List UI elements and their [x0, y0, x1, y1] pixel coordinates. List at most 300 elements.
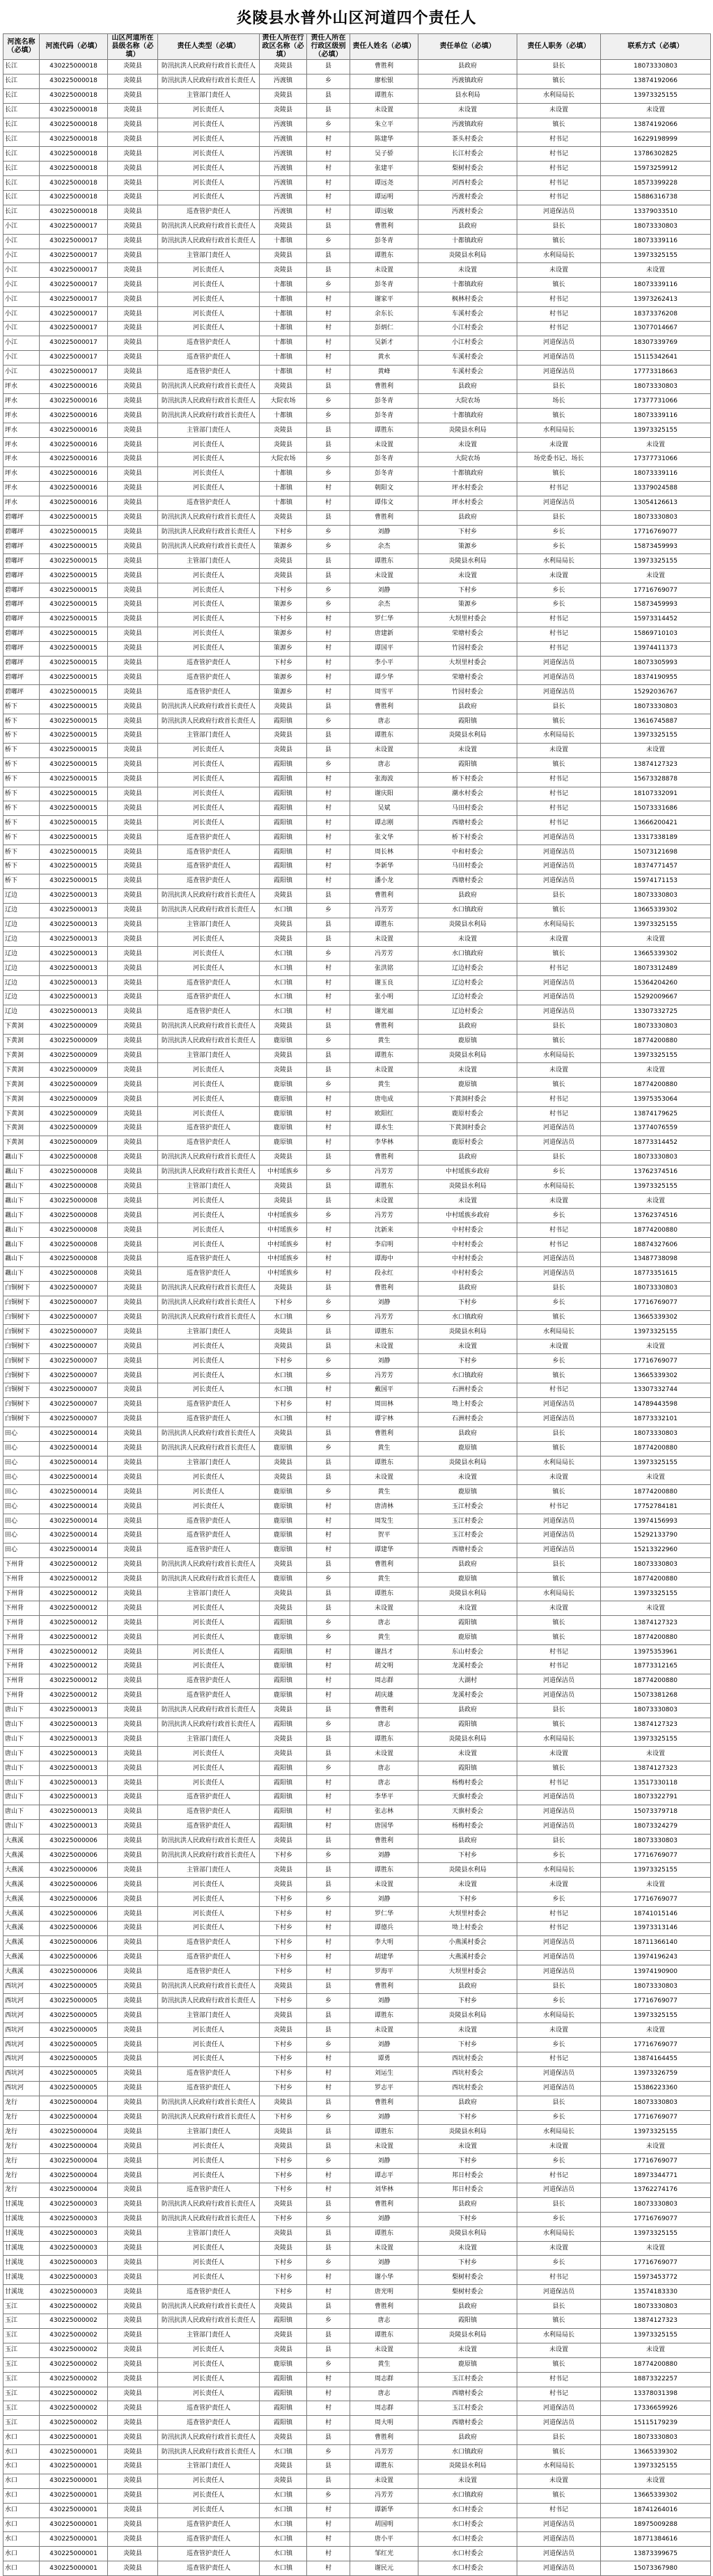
- position-cell: 河道保洁员: [517, 1266, 601, 1281]
- region-level-cell: 村: [307, 670, 350, 685]
- county-cell: 炎陵县: [108, 2474, 158, 2488]
- phone-cell: 未设置: [601, 1470, 711, 1485]
- county-cell: 炎陵县: [108, 2110, 158, 2125]
- region-level-cell: 县: [307, 88, 350, 103]
- region-cell: 沔渡镇: [260, 132, 307, 147]
- river-code-cell: 430225000003: [40, 2212, 108, 2226]
- county-cell: 炎陵县: [108, 1223, 158, 1238]
- county-cell: 炎陵县: [108, 1252, 158, 1267]
- county-cell: 炎陵县: [108, 859, 158, 874]
- county-cell: 炎陵县: [108, 612, 158, 627]
- region-cell: 下村乡: [260, 2183, 307, 2198]
- region-level-cell: 村: [307, 365, 350, 379]
- county-cell: 炎陵县: [108, 1369, 158, 1383]
- responsible-type-cell: 防汛抗洪人民政府行政首长责任人: [158, 409, 260, 423]
- region-cell: 大院农场: [260, 453, 307, 467]
- table-row: [3, 1325, 711, 1340]
- responsible-type-cell: 巡查管护责任人: [158, 2183, 260, 2198]
- person-name-cell: 谭胜东: [350, 1325, 418, 1340]
- region-cell: 沔渡镇: [260, 191, 307, 205]
- position-cell: 水利局局长: [517, 1587, 601, 1601]
- county-cell: 炎陵县: [108, 1645, 158, 1660]
- region-cell: 鹿原镇: [260, 1500, 307, 1514]
- river-name-cell: 桥下: [3, 787, 40, 801]
- river-code-cell: 430225000009: [40, 1122, 108, 1136]
- phone-cell: 15873459993: [601, 540, 711, 554]
- phone-cell: 18771384616: [601, 2532, 711, 2547]
- person-name-cell: 胡建华: [350, 1950, 418, 1965]
- region-level-cell: 乡: [307, 2110, 350, 2125]
- phone-cell: 未设置: [601, 932, 711, 947]
- person-name-cell: 曹胜利: [350, 1281, 418, 1296]
- region-cell: 炎陵县: [260, 554, 307, 569]
- region-cell: 霞阳镇: [260, 2401, 307, 2416]
- river-name-cell: 小江: [3, 249, 40, 263]
- person-name-cell: 张志林: [350, 1805, 418, 1819]
- region-cell: 沔渡镇: [260, 176, 307, 191]
- person-name-cell: 曹胜利: [350, 2197, 418, 2212]
- phone-cell: 18073305993: [601, 656, 711, 670]
- county-cell: 炎陵县: [108, 1747, 158, 1761]
- unit-cell: 未设置: [418, 569, 517, 583]
- responsible-type-cell: 河长责任人: [158, 162, 260, 176]
- unit-cell: 大燕溪村委会: [418, 1950, 517, 1965]
- phone-cell: 13973325155: [601, 1587, 711, 1601]
- river-code-cell: 430225000015: [40, 845, 108, 860]
- river-code-cell: 430225000001: [40, 2430, 108, 2445]
- region-cell: 十都镇: [260, 278, 307, 292]
- position-cell: 镇长: [517, 1485, 601, 1500]
- person-name-cell: 唐志: [350, 1761, 418, 1776]
- region-cell: 炎陵县: [260, 1456, 307, 1470]
- person-name-cell: 谭新华: [350, 2503, 418, 2518]
- region-level-cell: 村: [307, 2387, 350, 2401]
- position-cell: 河道保洁员: [517, 2532, 601, 2547]
- river-name-cell: 桥下: [3, 816, 40, 831]
- county-cell: 炎陵县: [108, 1456, 158, 1470]
- person-name-cell: 欧阳红: [350, 1107, 418, 1122]
- table-row: [3, 1659, 711, 1674]
- region-cell: 下村乡: [260, 1950, 307, 1965]
- responsible-type-cell: 防汛抗洪人民政府行政首长责任人: [158, 1019, 260, 1034]
- responsible-type-cell: 巡查管护责任人: [158, 1688, 260, 1703]
- person-name-cell: 未设置: [350, 932, 418, 947]
- phone-cell: 未设置: [601, 1194, 711, 1209]
- position-cell: 乡长: [517, 1296, 601, 1310]
- person-name-cell: 黄水: [350, 350, 418, 365]
- responsible-type-cell: 主管部门责任人: [158, 1049, 260, 1063]
- region-level-cell: 村: [307, 787, 350, 801]
- table-row: [3, 60, 711, 74]
- position-cell: 未设置: [517, 2474, 601, 2488]
- person-name-cell: 唐志: [350, 714, 418, 729]
- phone-cell: 17773318663: [601, 365, 711, 379]
- region-cell: 十都镇: [260, 409, 307, 423]
- region-level-cell: 乡: [307, 2488, 350, 2503]
- region-level-cell: 村: [307, 772, 350, 787]
- position-cell: 水利局局长: [517, 88, 601, 103]
- region-cell: 霞阳镇: [260, 1805, 307, 1819]
- county-cell: 炎陵县: [108, 991, 158, 1005]
- position-cell: 镇长: [517, 2357, 601, 2372]
- position-cell: 水利局局长: [517, 2226, 601, 2241]
- position-cell: 村书记: [517, 1645, 601, 1660]
- phone-cell: 未设置: [601, 263, 711, 278]
- responsible-type-cell: 河长责任人: [158, 627, 260, 641]
- river-name-cell: 碧嘟坪: [3, 569, 40, 583]
- phone-cell: 15292036767: [601, 685, 711, 700]
- responsible-type-cell: 防汛抗洪人民政府行政首长责任人: [158, 1310, 260, 1325]
- phone-cell: 15115342641: [601, 350, 711, 365]
- person-name-cell: 冯芳芳: [350, 1209, 418, 1223]
- river-code-cell: 430225000013: [40, 1790, 108, 1805]
- phone-cell: 17336659926: [601, 2401, 711, 2416]
- table-row: [3, 1092, 711, 1107]
- position-cell: 镇长: [517, 74, 601, 88]
- person-name-cell: 谭胜东: [350, 2009, 418, 2023]
- position-cell: 水利局局长: [517, 918, 601, 932]
- river-code-cell: 430225000013: [40, 1776, 108, 1791]
- table-row: [3, 176, 711, 191]
- region-cell: 下村乡: [260, 1965, 307, 1979]
- position-cell: 河道保洁员: [517, 991, 601, 1005]
- region-cell: 炎陵县: [260, 103, 307, 118]
- table-row: [3, 845, 711, 860]
- county-cell: 炎陵县: [108, 292, 158, 307]
- region-level-cell: 乡: [307, 1165, 350, 1179]
- unit-cell: 县政府: [418, 2096, 517, 2110]
- person-name-cell: 曹胜利: [350, 2096, 418, 2110]
- person-name-cell: 刘静: [350, 1994, 418, 2009]
- region-cell: 下村乡: [260, 583, 307, 598]
- river-name-cell: 下黄洞: [3, 1092, 40, 1107]
- person-name-cell: 唐志: [350, 2314, 418, 2329]
- responsible-type-cell: 巡查管护责任人: [158, 205, 260, 219]
- position-cell: 场长: [517, 394, 601, 409]
- river-code-cell: 430225000015: [40, 700, 108, 714]
- river-code-cell: 430225000016: [40, 466, 108, 481]
- unit-cell: 未设置: [418, 1194, 517, 1209]
- county-cell: 炎陵县: [108, 2285, 158, 2300]
- river-name-cell: 水口: [3, 2430, 40, 2445]
- region-cell: 水口镇: [260, 2547, 307, 2561]
- table-row: [3, 2169, 711, 2183]
- unit-cell: 水口村委会: [418, 2503, 517, 2518]
- position-cell: 村书记: [517, 627, 601, 641]
- county-cell: 炎陵县: [108, 874, 158, 888]
- unit-cell: 桥下村委会: [418, 831, 517, 845]
- region-level-cell: 乡: [307, 1616, 350, 1631]
- person-name-cell: 未设置: [350, 2023, 418, 2038]
- position-cell: 镇长: [517, 2314, 601, 2329]
- responsible-type-cell: 防汛抗洪人民政府行政首长责任人: [158, 1994, 260, 2009]
- county-cell: 炎陵县: [108, 234, 158, 249]
- county-cell: 炎陵县: [108, 772, 158, 787]
- county-cell: 炎陵县: [108, 219, 158, 234]
- position-cell: 未设置: [517, 438, 601, 453]
- river-name-cell: 田心: [3, 1514, 40, 1529]
- person-name-cell: 未设置: [350, 1470, 418, 1485]
- responsible-type-cell: 巡查管护责任人: [158, 1397, 260, 1412]
- river-code-cell: 430225000008: [40, 1194, 108, 1209]
- position-cell: 未设置: [517, 743, 601, 757]
- unit-cell: 水口镇政府: [418, 947, 517, 961]
- river-name-cell: 龙行: [3, 2125, 40, 2139]
- unit-cell: 西塘村委会: [418, 816, 517, 831]
- responsible-type-cell: 主管部门责任人: [158, 1179, 260, 1194]
- river-name-cell: 龙行: [3, 2169, 40, 2183]
- river-name-cell: 玉江: [3, 2314, 40, 2329]
- person-name-cell: 罗海平: [350, 1965, 418, 1979]
- person-name-cell: 彭冬青: [350, 394, 418, 409]
- river-name-cell: 水口: [3, 2561, 40, 2576]
- river-code-cell: 430225000017: [40, 336, 108, 350]
- region-level-cell: 县: [307, 2241, 350, 2256]
- position-cell: 县长: [517, 1150, 601, 1165]
- table-row: [3, 772, 711, 787]
- river-name-cell: 白铜树下: [3, 1281, 40, 1296]
- phone-cell: 17716769077: [601, 525, 711, 540]
- person-name-cell: 冯芳芳: [350, 2445, 418, 2460]
- responsible-type-cell: 主管部门责任人: [158, 1732, 260, 1747]
- unit-cell: 中村村委会: [418, 1238, 517, 1252]
- river-code-cell: 430225000018: [40, 191, 108, 205]
- region-cell: 下村乡: [260, 1935, 307, 1950]
- river-code-cell: 430225000018: [40, 147, 108, 162]
- responsible-type-cell: 河长责任人: [158, 1470, 260, 1485]
- phone-cell: 13762374516: [601, 1165, 711, 1179]
- region-cell: 霞阳镇: [260, 2314, 307, 2329]
- phone-cell: 18373376208: [601, 307, 711, 322]
- region-level-cell: 村: [307, 641, 350, 656]
- region-level-cell: 村: [307, 976, 350, 991]
- river-code-cell: 430225000005: [40, 2009, 108, 2023]
- region-level-cell: 村: [307, 685, 350, 700]
- table-row: [3, 88, 711, 103]
- region-cell: 炎陵县: [260, 1732, 307, 1747]
- region-cell: 沔渡镇: [260, 205, 307, 219]
- river-code-cell: 430225000009: [40, 1063, 108, 1078]
- position-cell: 村书记: [517, 162, 601, 176]
- table-row: [3, 249, 711, 263]
- person-name-cell: 刘静: [350, 1296, 418, 1310]
- table-row: [3, 1994, 711, 2009]
- person-name-cell: 冯芳芳: [350, 947, 418, 961]
- person-name-cell: 曹胜利: [350, 60, 418, 74]
- phone-cell: 18073322791: [601, 1790, 711, 1805]
- region-level-cell: 村: [307, 1092, 350, 1107]
- region-level-cell: 乡: [307, 1572, 350, 1587]
- region-level-cell: 县: [307, 1732, 350, 1747]
- phone-cell: 18774200880: [601, 1631, 711, 1645]
- county-cell: 炎陵县: [108, 350, 158, 365]
- river-name-cell: 甘溪垅: [3, 2256, 40, 2270]
- unit-cell: 辽边村委会: [418, 991, 517, 1005]
- county-cell: 炎陵县: [108, 1397, 158, 1412]
- phone-cell: 17716769077: [601, 1296, 711, 1310]
- county-cell: 炎陵县: [108, 2387, 158, 2401]
- river-code-cell: 430225000017: [40, 234, 108, 249]
- table-row: [3, 1718, 711, 1732]
- region-level-cell: 村: [307, 845, 350, 860]
- county-cell: 炎陵县: [108, 1209, 158, 1223]
- river-code-cell: 430225000013: [40, 961, 108, 976]
- river-code-cell: 430225000016: [40, 438, 108, 453]
- unit-cell: 坳上村委会: [418, 1922, 517, 1936]
- responsible-type-cell: 巡查管护责任人: [158, 1412, 260, 1427]
- phone-cell: 18073330803: [601, 1979, 711, 1994]
- river-code-cell: 430225000007: [40, 1340, 108, 1354]
- river-name-cell: 小江: [3, 219, 40, 234]
- county-cell: 炎陵县: [108, 1194, 158, 1209]
- region-level-cell: 村: [307, 147, 350, 162]
- river-name-cell: 桥下: [3, 714, 40, 729]
- person-name-cell: 曹胜利: [350, 1557, 418, 1572]
- region-level-cell: 县: [307, 1747, 350, 1761]
- phone-cell: 13786302825: [601, 147, 711, 162]
- county-cell: 炎陵县: [108, 2183, 158, 2198]
- table-row: [3, 379, 711, 394]
- position-cell: 河道保洁员: [517, 205, 601, 219]
- position-cell: 未设置: [517, 1063, 601, 1078]
- unit-cell: 下村乡: [418, 525, 517, 540]
- region-cell: 炎陵县: [260, 2197, 307, 2212]
- responsible-type-cell: 河长责任人: [158, 569, 260, 583]
- county-cell: 炎陵县: [108, 597, 158, 612]
- river-code-cell: 430225000004: [40, 2183, 108, 2198]
- river-name-cell: 碧嘟坪: [3, 641, 40, 656]
- position-cell: 乡长: [517, 2256, 601, 2270]
- river-name-cell: 唐山下: [3, 1790, 40, 1805]
- river-name-cell: 小江: [3, 350, 40, 365]
- region-level-cell: 县: [307, 423, 350, 438]
- unit-cell: 鹿原镇: [418, 2357, 517, 2372]
- river-code-cell: 430225000015: [40, 685, 108, 700]
- river-code-cell: 430225000018: [40, 118, 108, 132]
- county-cell: 炎陵县: [108, 438, 158, 453]
- phone-cell: 13665339302: [601, 1310, 711, 1325]
- phone-cell: 15364204260: [601, 976, 711, 991]
- table-row: [3, 700, 711, 714]
- river-name-cell: 大燕溪: [3, 1834, 40, 1848]
- river-name-cell: 玉江: [3, 2387, 40, 2401]
- county-cell: 炎陵县: [108, 278, 158, 292]
- region-level-cell: 县: [307, 1427, 350, 1441]
- river-code-cell: 430225000012: [40, 1616, 108, 1631]
- unit-cell: 鹿原镇: [418, 1485, 517, 1500]
- region-cell: 霞阳镇: [260, 1790, 307, 1805]
- responsible-type-cell: 巡查管护责任人: [158, 2547, 260, 2561]
- position-cell: 河道保洁员: [517, 1790, 601, 1805]
- river-name-cell: 白铜树下: [3, 1325, 40, 1340]
- position-cell: 河道保洁员: [517, 1819, 601, 1834]
- responsible-type-cell: 巡查管护责任人: [158, 976, 260, 991]
- person-name-cell: 谭胜东: [350, 1863, 418, 1878]
- responsible-type-cell: 河长责任人: [158, 2270, 260, 2285]
- river-code-cell: 430225000015: [40, 757, 108, 772]
- region-level-cell: 县: [307, 2459, 350, 2474]
- person-name-cell: 周大明: [350, 2416, 418, 2430]
- table-row: [3, 743, 711, 757]
- river-name-cell: 下州背: [3, 1587, 40, 1601]
- river-name-cell: 下州背: [3, 1674, 40, 1688]
- position-cell: 水利局局长: [517, 2125, 601, 2139]
- phone-cell: 18774200880: [601, 1441, 711, 1456]
- region-level-cell: 村: [307, 1252, 350, 1267]
- river-code-cell: 430225000005: [40, 2052, 108, 2067]
- river-code-cell: 430225000017: [40, 350, 108, 365]
- position-cell: 县长: [517, 1557, 601, 1572]
- table-row: [3, 2066, 711, 2081]
- river-name-cell: 田心: [3, 1528, 40, 1543]
- position-cell: 河道保洁员: [517, 336, 601, 350]
- region-cell: 下村乡: [260, 1907, 307, 1922]
- region-cell: 下村乡: [260, 2256, 307, 2270]
- table-row: [3, 496, 711, 510]
- phone-cell: 13873399675: [601, 2547, 711, 2561]
- responsible-type-cell: 河长责任人: [158, 1878, 260, 1892]
- responsible-type-cell: 河长责任人: [158, 947, 260, 961]
- county-cell: 炎陵县: [108, 1005, 158, 1019]
- responsible-type-cell: 巡查管护责任人: [158, 670, 260, 685]
- responsible-type-cell: 防汛抗洪人民政府行政首长责任人: [158, 219, 260, 234]
- region-level-cell: 县: [307, 918, 350, 932]
- person-name-cell: 唐小平: [350, 2532, 418, 2547]
- region-level-cell: 乡: [307, 597, 350, 612]
- position-cell: 河道保洁员: [517, 1950, 601, 1965]
- responsible-type-cell: 河长责任人: [158, 2343, 260, 2357]
- responsible-type-cell: 河长责任人: [158, 2387, 260, 2401]
- region-level-cell: 村: [307, 2547, 350, 2561]
- responsible-type-cell: 防汛抗洪人民政府行政首长责任人: [158, 1441, 260, 1456]
- county-cell: 炎陵县: [108, 1718, 158, 1732]
- region-cell: 炎陵县: [260, 932, 307, 947]
- river-name-cell: 长江: [3, 103, 40, 118]
- position-cell: 村书记: [517, 612, 601, 627]
- region-level-cell: 村: [307, 1266, 350, 1281]
- region-level-cell: 县: [307, 554, 350, 569]
- person-name-cell: 黄生: [350, 1441, 418, 1456]
- phone-cell: 18073330803: [601, 2096, 711, 2110]
- position-cell: 镇长: [517, 2488, 601, 2503]
- phone-cell: 17716769077: [601, 2256, 711, 2270]
- position-cell: 村书记: [517, 1107, 601, 1122]
- river-name-cell: 小江: [3, 234, 40, 249]
- responsible-type-cell: 巡查管护责任人: [158, 1122, 260, 1136]
- region-cell: 策源乡: [260, 597, 307, 612]
- county-cell: 炎陵县: [108, 1878, 158, 1892]
- region-cell: 下村乡: [260, 1922, 307, 1936]
- position-cell: 未设置: [517, 1747, 601, 1761]
- river-code-cell: 430225000001: [40, 2518, 108, 2532]
- region-level-cell: 村: [307, 481, 350, 496]
- person-name-cell: 未设置: [350, 1063, 418, 1078]
- responsible-type-cell: 防汛抗洪人民政府行政首长责任人: [158, 2300, 260, 2314]
- unit-cell: 下村乡: [418, 2154, 517, 2169]
- phone-cell: 13665339302: [601, 1369, 711, 1383]
- county-cell: 炎陵县: [108, 1063, 158, 1078]
- river-name-cell: 西坑河: [3, 1979, 40, 1994]
- position-cell: 村书记: [517, 2387, 601, 2401]
- person-name-cell: 彭炳仁: [350, 322, 418, 336]
- table-row: [3, 2139, 711, 2154]
- table-row: [3, 540, 711, 554]
- table-row: [3, 1369, 711, 1383]
- phone-cell: 17716769077: [601, 2154, 711, 2169]
- river-code-cell: 430225000015: [40, 874, 108, 888]
- region-cell: 下村乡: [260, 2081, 307, 2096]
- unit-cell: 炎陵县水利局: [418, 554, 517, 569]
